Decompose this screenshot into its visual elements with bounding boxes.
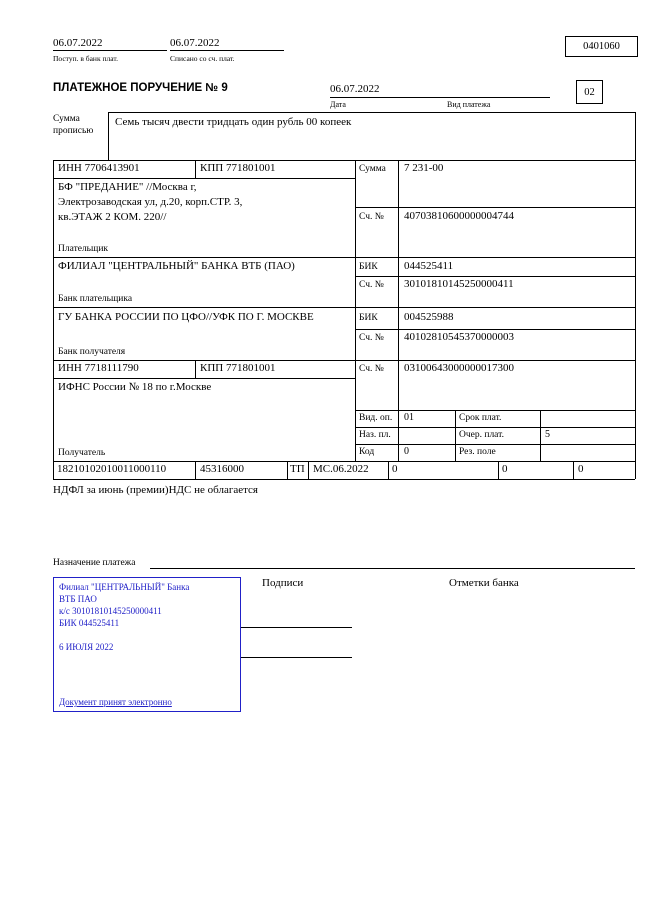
bank-stamp xyxy=(53,577,241,712)
stamp-footer: Документ принят электронно xyxy=(59,697,172,707)
date-underline xyxy=(330,97,550,98)
grid-line xyxy=(53,378,355,379)
grid-line xyxy=(53,160,635,161)
payment-type-box xyxy=(576,80,603,104)
grid-line xyxy=(355,276,635,277)
doc-date: 0 xyxy=(502,463,508,475)
grid-line xyxy=(355,329,635,330)
payment-kind: 0 xyxy=(578,463,584,475)
payment-type-code: 02 xyxy=(584,86,595,98)
grid-line xyxy=(540,410,541,461)
payer-bank-name: ФИЛИАЛ "ЦЕНТРАЛЬНЫЙ" БАНКА ВТБ (ПАО) xyxy=(58,260,295,272)
stamp-bank-name-line-2: ВТБ ПАО xyxy=(59,594,97,604)
srok-plat-label: Срок плат. xyxy=(459,413,502,423)
payer-name-line: Электрозаводская ул, д.20, корп.СТР. 3, xyxy=(58,196,243,208)
received-date-underline xyxy=(53,50,167,51)
oktmo-code: 45316000 xyxy=(200,463,244,475)
payer-inn: ИНН 7706413901 xyxy=(58,162,140,174)
payer-bank-bik: 044525411 xyxy=(404,260,454,272)
payee-bank-bik-label: БИК xyxy=(359,313,378,323)
payer-name-line: БФ "ПРЕДАНИЕ" //Москва г, xyxy=(58,181,197,193)
kod-value: 0 xyxy=(404,446,409,457)
grid-line xyxy=(455,410,456,461)
grid-line xyxy=(53,461,635,462)
payee-account: 03100643000000017300 xyxy=(404,362,514,374)
grid-line xyxy=(53,257,635,258)
payment-type-label: Вид платежа xyxy=(447,100,491,109)
grid-line xyxy=(355,160,356,461)
grid-line xyxy=(355,410,635,411)
debited-date: 06.07.2022 xyxy=(170,37,220,49)
received-date: 06.07.2022 xyxy=(53,37,103,49)
stamp-date: 6 ИЮЛЯ 2022 xyxy=(59,642,114,652)
bank-marks-label: Отметки банка xyxy=(449,577,519,589)
payer-kpp: КПП 771801001 xyxy=(200,162,276,174)
stamp-bank-name-line-1: Филиал "ЦЕНТРАЛЬНЫЙ" Банка xyxy=(59,582,190,592)
date-label: Дата xyxy=(330,100,346,109)
payee-name: ИФНС России № 18 по г.Москве xyxy=(58,381,212,393)
tax-period: МС.06.2022 xyxy=(313,463,369,475)
grid-line xyxy=(53,479,635,480)
grid-line xyxy=(53,178,355,179)
amount-in-words: Семь тысяч двести тридцать один рубль 00 копеек xyxy=(115,116,352,128)
grid-line xyxy=(53,160,54,479)
grid-line xyxy=(195,360,196,378)
stamp-corr-account: к/с 30101810145250000411 xyxy=(59,606,162,616)
naz-pl-label: Наз. пл. xyxy=(359,430,391,440)
payer-name-line: кв.ЭТАЖ 2 КОМ. 220// xyxy=(58,211,167,223)
vid-op-value: 01 xyxy=(404,412,414,423)
purpose-label: Назначение платежа xyxy=(53,558,136,568)
payer-account-label: Сч. № xyxy=(359,212,384,222)
payer-bank-bik-label: БИК xyxy=(359,262,378,272)
rez-pole-label: Рез. поле xyxy=(459,447,496,457)
grid-line xyxy=(108,112,109,160)
grid-line xyxy=(355,427,635,428)
payee-account-label: Сч. № xyxy=(359,364,384,374)
grid-line xyxy=(53,307,635,308)
document-date: 06.07.2022 xyxy=(330,83,380,95)
form-code-box xyxy=(565,36,638,57)
grid-line xyxy=(355,444,635,445)
grid-line xyxy=(388,461,389,479)
grid-line xyxy=(355,207,635,208)
payer-account: 40703810600000004744 xyxy=(404,210,514,222)
ocher-plat-value: 5 xyxy=(545,429,550,440)
amount-words-label-2: прописью xyxy=(53,126,94,136)
kbk-code: 18210102010011000110 xyxy=(57,463,167,475)
payee-bank-bik: 004525988 xyxy=(404,311,454,323)
payer-bank-account: 30101810145250000411 xyxy=(404,278,514,290)
grid-line xyxy=(308,461,309,479)
purpose-text: НДФЛ за июнь (премии)НДС не облагается xyxy=(53,484,258,496)
payee-bank-account-label: Сч. № xyxy=(359,333,384,343)
debited-date-underline xyxy=(170,50,284,51)
signature-line xyxy=(240,627,352,628)
debited-date-label: Списано со сч. плат. xyxy=(170,54,235,63)
grid-line xyxy=(195,160,196,178)
grid-line xyxy=(498,461,499,479)
payment-basis: ТП xyxy=(290,463,305,475)
grid-line xyxy=(573,461,574,479)
signature-line xyxy=(240,657,352,658)
sum-value: 7 231-00 xyxy=(404,162,444,174)
signatures-label: Подписи xyxy=(262,577,304,589)
payee-bank-section-label: Банк получателя xyxy=(58,347,126,357)
payee-bank-name: ГУ БАНКА РОССИИ ПО ЦФО//УФК ПО Г. МОСКВЕ xyxy=(58,311,314,323)
payer-bank-section-label: Банк плательщика xyxy=(58,294,133,304)
doc-number: 0 xyxy=(392,463,398,475)
vid-op-label: Вид. оп. xyxy=(359,413,393,423)
form-code: 0401060 xyxy=(583,41,620,52)
grid-line xyxy=(108,112,635,113)
document-title: ПЛАТЕЖНОЕ ПОРУЧЕНИЕ № 9 xyxy=(53,82,228,94)
grid-line xyxy=(635,112,636,479)
payer-bank-account-label: Сч. № xyxy=(359,280,384,290)
amount-words-label-1: Сумма xyxy=(53,114,80,124)
grid-line xyxy=(195,461,196,479)
grid-line xyxy=(398,160,399,461)
grid-line xyxy=(53,360,635,361)
kod-label: Код xyxy=(359,447,375,457)
stamp-bik: БИК 044525411 xyxy=(59,618,120,628)
received-date-label: Поступ. в банк плат. xyxy=(53,54,118,63)
ocher-plat-label: Очер. плат. xyxy=(459,430,504,440)
sum-label: Сумма xyxy=(359,164,386,174)
grid-line xyxy=(287,461,288,479)
payee-inn: ИНН 7718111790 xyxy=(58,362,139,374)
purpose-underline xyxy=(150,568,635,569)
payee-kpp: КПП 771801001 xyxy=(200,362,276,374)
payee-section-label: Получатель xyxy=(58,448,106,458)
payer-section-label: Плательщик xyxy=(58,244,109,254)
payee-bank-account: 40102810545370000003 xyxy=(404,331,514,343)
